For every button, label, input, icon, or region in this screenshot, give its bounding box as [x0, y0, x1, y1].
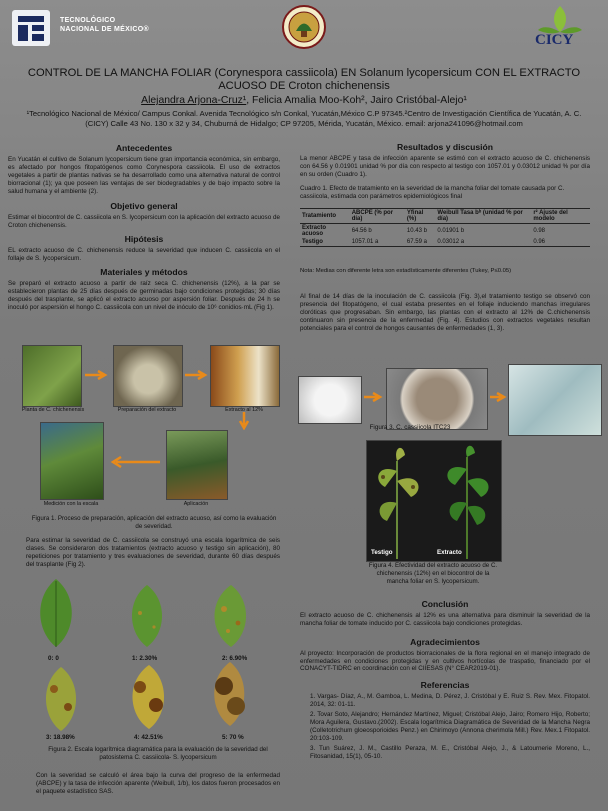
fig1-label-extract: Extracto al 12%	[225, 407, 263, 413]
fig4-label-extracto: Extracto	[437, 549, 462, 556]
author-1: Alejandra Arjona-Cruz¹	[141, 95, 247, 106]
arrow-right-icon	[490, 392, 508, 402]
escala-text: Para estimar la severidad de C. cassiicola se construyó una escala logarítmica de seis clases. Se consideraron dos tratamientos (extracto acuoso y testigo sin aplicación), 80 repeticiones por tratamiento y tres evaluaciones de severidad, durante 60 días después del trasplante (Fig 2).	[26, 537, 280, 568]
leaves-comparison-drawing	[367, 441, 501, 561]
conclusion-heading: Conclusión	[421, 599, 469, 609]
photo-conidia-micrograph	[508, 364, 602, 436]
table-cell: 0.03012 a	[437, 239, 465, 245]
right-column-bottom	[300, 601, 590, 761]
photo-petri-dish	[386, 368, 488, 430]
table-header: Tratamiento	[302, 213, 337, 219]
cuadro-caption: Cuadro 1. Efecto de tratamiento en la severidad de la mancha foliar del tomate causada por C. cassiicola, estimada con parámetros epidemiológicos final	[300, 184, 565, 200]
table-note: Nota: Medias con diferente letra son estadísticamente diferentes (Tukey, P≤0.05)	[300, 268, 512, 274]
leaf-label-4: 4: 42.51%	[134, 734, 163, 741]
table-header: Weibull Tasa bᵇ (unidad % por día)	[437, 210, 523, 222]
photo-application	[166, 430, 228, 500]
leaf-label-0: 0: 0	[48, 655, 59, 662]
arrow-down-icon	[238, 412, 250, 430]
leaf-class-3	[40, 665, 82, 733]
table	[300, 209, 590, 246]
arrow-right-icon	[364, 392, 384, 402]
fig1-label-plant: Planta de C. chichenensis	[21, 407, 85, 413]
photo-leaves-comparison	[366, 440, 502, 562]
table-cell: 1057.01 a	[351, 239, 379, 245]
leaf-label-2: 2: 6.90%	[222, 655, 248, 662]
tecnm-line2: NACIONAL DE MÉXICO®	[60, 26, 149, 33]
table-cell: 0.01901 b	[437, 228, 465, 234]
hipotesis-text: EL extracto acuoso de C. chichenensis reduce la severidad que inducen C. cassiicola en el follaje de S. lycopersicum.	[8, 247, 280, 262]
title-line2: ACUOSO DE Croton chichenensis	[218, 80, 390, 92]
photo-croton-plant	[22, 345, 82, 407]
table-cell: 67.59 a	[406, 239, 427, 245]
objetivo-text: Estimar el biocontrol de C. cassiicola en S. lycopersicum con la aplicación del extracto acuoso de Croton chichenensis.	[8, 214, 280, 230]
photo-measurement	[40, 422, 104, 500]
final-text: Con la severidad se calculó el área bajo la curva del progreso de la enfermedad (ABCPE) y la tasa de infección aparente (Weibull, 1/b), los datos fueron procesados en el paquete estadístico SAS.	[36, 772, 280, 795]
results-table	[300, 208, 590, 247]
photo-extract-12	[210, 345, 280, 407]
table-row	[300, 238, 590, 246]
left-column	[8, 145, 280, 311]
referencias-heading: Referencias	[420, 680, 470, 691]
tecnm-line1: TECNOLÓGICO	[60, 17, 116, 24]
table-cell: 0.98	[533, 228, 545, 234]
antecedentes-text: En Yucatán el cultivo de Solanum lycopersicum tiene gran importancia económica, sin embargo, es afectado por hongos fitopatógenos como Corynespora cassiicola. El uso de extractos vegetales a partir de plantas nativas se ha desarrollado como una alternativa natural de control biorracional (1); ya que poseen las ventajas de ser biodegradables y de bajo impacto sobre la salud humana y el ambiente (2).	[8, 155, 280, 195]
table-cell: 64.56 b	[351, 228, 372, 234]
fig1-label-application: Aplicación	[183, 501, 209, 507]
authors-rest: , Felicia Amalia Moo-Koh², Jairo Cristóbal-Alejo¹	[246, 95, 467, 106]
leaf-class-2	[206, 583, 256, 649]
resultados-text: La menor ABCPE y tasa de infección aparente se estimó con el extracto acuoso de C. chichenensis con 64.56 y 0.01901 unidad % por día con respecto al testigo con 1057.01 y 0.03012 unidad % por día en su orden (Cuadro 1).	[300, 154, 590, 178]
leaf-class-4	[124, 663, 174, 731]
table-row	[300, 224, 590, 239]
fig1-label-measure: Medición con la escala	[43, 501, 99, 507]
photo-extract-preparation	[113, 345, 183, 407]
agradecimientos-heading: Agradecimientos	[410, 636, 480, 647]
agradecimientos-text: Al proyecto: Incorporación de productos biorracionales de la flora regional en el manejo integrado de enfermedades en condiciones protegidas y en cultivos hortícolas de traspatio, financiado por el CONACYT-TIDRC en coordinación con el CIIESAS (N° CEAR2019-01).	[300, 649, 590, 673]
leaf-label-5: 5: 70 %	[222, 734, 244, 741]
reference-item: 3. Tun Suárez, J. M., Castillo Peraza, M. E., Cristóbal Alejo, J., & Latournerie Moreno, L., Fitosanidad, 15(1), 05-10.	[310, 744, 590, 760]
fig3-caption: Figura 3. C. cassiicola ITC23	[369, 424, 451, 431]
conclusion-text: El extracto acuoso de C. chichenensis al 12% es una alternativa para disminuir la severidad de la mancha foliar de tomate inducido por C. cassiicola bajo condiciones protegidas.	[300, 611, 590, 627]
referencias-list	[300, 693, 590, 760]
table-cell: 10.43 b	[406, 228, 427, 234]
hipotesis-heading: Hipótesis	[124, 234, 164, 245]
table-header-row	[300, 209, 590, 224]
reference-item: 1. Vargas- Díaz, A., M. Gamboa, L. Medina, D. Pérez, J. Cristóbal y E. Ruiz S. Rev. Mex. Fitopatol. 2014, 32: 01-11.	[310, 693, 590, 709]
table-header: Yfinal (%)	[406, 210, 424, 222]
cicy-label: CICY	[535, 32, 574, 48]
leaf-class-1	[124, 583, 170, 649]
fig1-caption: Figura 1. Proceso de preparación, aplicación del extracto acuoso, así como la evaluación de severidad.	[31, 515, 277, 530]
table-header: r² Ajuste del modelo	[533, 210, 568, 222]
tecnm-logo-icon	[6, 6, 56, 52]
arrow-left-icon	[110, 456, 162, 468]
resultados-heading: Resultados y discusión	[397, 142, 493, 152]
leaf-label-1: 1: 2.30%	[132, 655, 158, 662]
materiales-text: Se preparó el extracto acuoso a partir de raíz seca C. chichenensis (12%), a la par se establecieron plantas de 25 días después de germinadas bajo condiciones protegidas; 30 días después del trasplante, se aplicó el extracto acuoso por aspersión foliar. Después de 24 h se inoculó por aspersión el hongo C. cassiicola con un nivel de inóculo de 10⁶ conidios·mL (Fig 1).	[8, 279, 280, 311]
header	[0, 0, 608, 60]
affiliation: ¹Tecnológico Nacional de México/ Campus Conkal. Avenida Tecnológico s/n Conkal, Yucatán,México C.P 97345.²Centro de Investigación Científica de Yucatán, A. C. (CICY) Calle 43 No. 130 x 32 y 34, Chuburná de Hidalgo; CP 97205, Mérida, Yucatán, México. email: arjona241096@hotmail.com	[26, 109, 582, 128]
leaf-label-3: 3: 18.98%	[46, 734, 75, 741]
photo-culture-dish	[298, 376, 362, 424]
objetivo-heading: Objetivo general	[110, 201, 178, 212]
fig4-label-testigo: Testigo	[371, 549, 393, 556]
itc-seal-icon	[281, 4, 327, 50]
tecnm-name	[60, 16, 149, 34]
poster-title	[10, 67, 598, 93]
antecedentes-heading: Antecedentes	[115, 143, 173, 153]
fig1-label-preparation: Preparación del extracto	[117, 407, 177, 413]
arrow-right-icon	[185, 370, 209, 380]
discusion-text: Al final de 14 días de la inoculación de C. cassiicola (Fig. 3),el tratamiento testigo se observó con presencia del fitopatógeno, el cual estaba presentes en el follaje induciendo manchas irregulares cloróticas que progresaban. Sin embargo, las plantas con el extracto al 12% de C.chichenensis continuaron sin presencia de la enfermedad (Fig. 4). Estudios con extractos vegetales resultan potenciales para el control de hongos causantes de enfermedades (1, 3).	[300, 293, 590, 332]
table-header: ABCPE (% por día)	[351, 210, 394, 222]
materiales-heading: Materiales y métodos	[100, 266, 188, 277]
fig4-caption: Figura 4. Efectividad del extracto acuoso de C. chichenensis (12%) en el biocontrol de la mancha foliar en S. lycopersicum.	[368, 562, 498, 585]
authors	[10, 95, 598, 106]
table-cell: 0.96	[533, 239, 545, 245]
right-column-top	[300, 144, 590, 200]
leaf-class-5	[206, 660, 254, 728]
table-cell: Testigo	[302, 239, 323, 245]
leaf-class-0	[32, 577, 80, 649]
table-cell: Extracto acuoso	[302, 225, 327, 237]
title-line1: CONTROL DE LA MANCHA FOLIAR (Corynespora cassiicola) EN Solanum lycopersicum CON EL EXTRACTO	[27, 67, 581, 79]
fig2-caption: Figura 2. Escala logarítmica diagramática para la evaluación de la severidad del patosistema C. cassiicola- S. lycopersicum	[48, 746, 268, 761]
arrow-right-icon	[85, 370, 109, 380]
reference-item: 2. Tovar Soto, Alejandro; Hernández Martínez, Miguel; Cristóbal Alejo, Jairo; Romero Hijo, Roberto; Mora Aguilera, Gustavo.(2002). Escala logarítmica Diagramática de Severidad de la Mancha Negra (Colletotrichum gloeosporioides Penz.) en Chirimoyo (Annona cherimola Mill.) Rev. Mex.1 Fitopatol. 20:103-109.	[310, 711, 590, 742]
